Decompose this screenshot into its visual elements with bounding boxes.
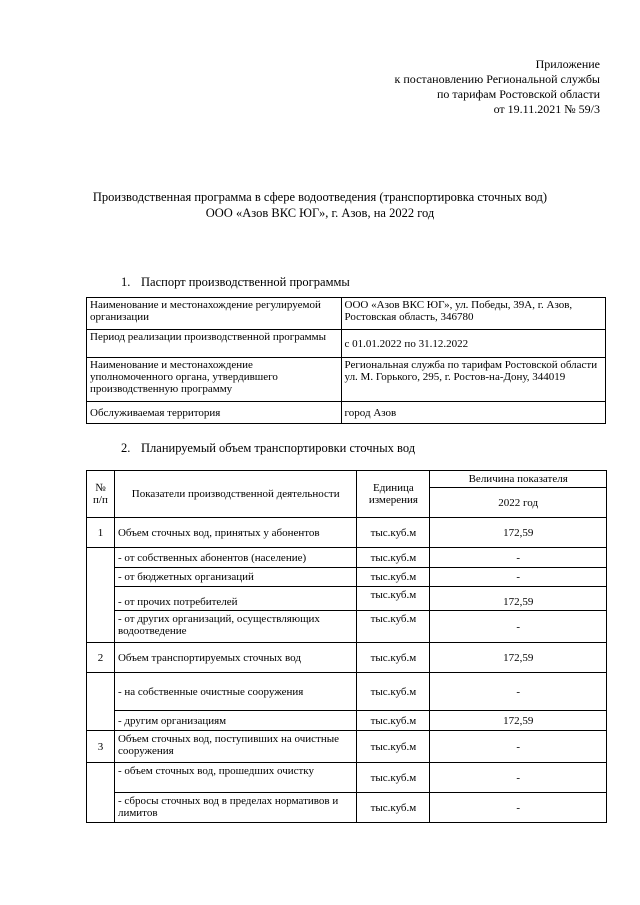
row-num: 3	[87, 731, 115, 763]
header-num: № п/п	[87, 471, 115, 518]
row-num-empty	[87, 673, 115, 731]
passport-value: с 01.01.2022 по 31.12.2022	[341, 330, 605, 358]
header-value-group: Величина показателя	[430, 471, 607, 488]
row-num: 2	[87, 643, 115, 673]
header-unit: Единица измерения	[357, 471, 430, 518]
row-value: 172,59	[430, 518, 607, 548]
table-row	[87, 518, 607, 548]
row-name: - от бюджетных организаций	[114, 568, 356, 587]
row-unit: тыс.куб.м	[357, 568, 430, 587]
row-value: -	[430, 548, 607, 568]
row-name: Объем сточных вод, поступивших на очистные сооружения	[114, 731, 356, 763]
row-unit: тыс.куб.м	[357, 711, 430, 731]
table-row	[87, 643, 607, 673]
row-name: - от собственных абонентов (население)	[114, 548, 356, 568]
passport-label: Наименование и местонахождение уполномоченного органа, утвердившего производственную программу	[87, 358, 342, 402]
row-unit: тыс.куб.м	[357, 587, 430, 611]
row-unit: тыс.куб.м	[357, 518, 430, 548]
row-value: -	[430, 673, 607, 711]
row-unit: тыс.куб.м	[357, 731, 430, 763]
row-unit: тыс.куб.м	[357, 793, 430, 823]
row-unit: тыс.куб.м	[357, 673, 430, 711]
table-row	[87, 402, 606, 424]
row-name: - сбросы сточных вод в пределах нормативов и лимитов	[114, 793, 356, 823]
appendix-line: от 19.11.2021 № 59/3	[493, 102, 600, 116]
row-unit: тыс.куб.м	[357, 611, 430, 643]
row-value: 172,59	[430, 711, 607, 731]
appendix-block	[340, 57, 600, 117]
row-value: -	[430, 731, 607, 763]
passport-label: Обслуживаемая территория	[87, 402, 342, 424]
row-name: Объем транспортируемых сточных вод	[114, 643, 356, 673]
table-row	[87, 763, 607, 793]
table-row	[87, 793, 607, 823]
section-number: 1.	[121, 275, 131, 289]
row-unit: тыс.куб.м	[357, 643, 430, 673]
row-value: -	[430, 611, 607, 643]
title-line: Производственная программа в сфере водоотведения (транспортировка сточных вод)	[92, 190, 548, 204]
table-row	[87, 358, 606, 402]
row-value: 172,59	[430, 587, 607, 611]
passport-label: Наименование и местонахождение регулируемой организации	[87, 298, 342, 330]
row-value: 172,59	[430, 643, 607, 673]
row-value: -	[430, 568, 607, 587]
row-num-empty	[87, 763, 115, 823]
row-unit: тыс.куб.м	[357, 763, 430, 793]
row-name: - другим организациям	[114, 711, 356, 731]
table-row	[87, 330, 606, 358]
passport-value: город Азов	[341, 402, 605, 424]
row-value: -	[430, 793, 607, 823]
document-title	[0, 189, 640, 221]
table-row	[87, 568, 607, 587]
section-heading-volume	[121, 441, 415, 456]
row-name: Объем сточных вод, принятых у абонентов	[114, 518, 356, 548]
table-row	[87, 711, 607, 731]
row-value: -	[430, 763, 607, 793]
row-name: - объем сточных вод, прошедших очистку	[114, 763, 356, 793]
table-row	[87, 673, 607, 711]
header-year: 2022 год	[430, 488, 607, 518]
passport-value: Региональная служба по тарифам Ростовской области ул. М. Горького, 295, г. Ростов-на-Дону, 344019	[341, 358, 605, 402]
appendix-line: к постановлению Региональной службы	[394, 72, 600, 86]
section-label: Паспорт производственной программы	[141, 275, 350, 289]
volume-table	[86, 470, 607, 823]
passport-table	[86, 297, 606, 424]
passport-value: ООО «Азов ВКС ЮГ», ул. Победы, 39А, г. Азов, Ростовская область, 346780	[341, 298, 605, 330]
table-row	[87, 587, 607, 611]
row-name: - на собственные очистные сооружения	[114, 673, 356, 711]
table-row	[87, 611, 607, 643]
table-row	[87, 731, 607, 763]
section-label: Планируемый объем транспортировки сточных вод	[141, 441, 416, 455]
section-heading-passport	[121, 275, 350, 290]
table-row	[87, 298, 606, 330]
row-unit: тыс.куб.м	[357, 548, 430, 568]
header-indicator: Показатели производственной деятельности	[114, 471, 356, 518]
row-name: - от других организаций, осуществляющих водоотведение	[114, 611, 356, 643]
title-line: ООО «Азов ВКС ЮГ», г. Азов, на 2022 год	[205, 206, 435, 220]
appendix-line: по тарифам Ростовской области	[436, 87, 600, 101]
row-name: - от прочих потребителей	[114, 587, 356, 611]
row-num: 1	[87, 518, 115, 548]
row-num-empty	[87, 548, 115, 643]
passport-label: Период реализации производственной программы	[87, 330, 342, 358]
section-number: 2.	[121, 441, 131, 455]
appendix-line: Приложение	[535, 57, 600, 71]
table-header-row	[87, 471, 607, 488]
table-row	[87, 548, 607, 568]
